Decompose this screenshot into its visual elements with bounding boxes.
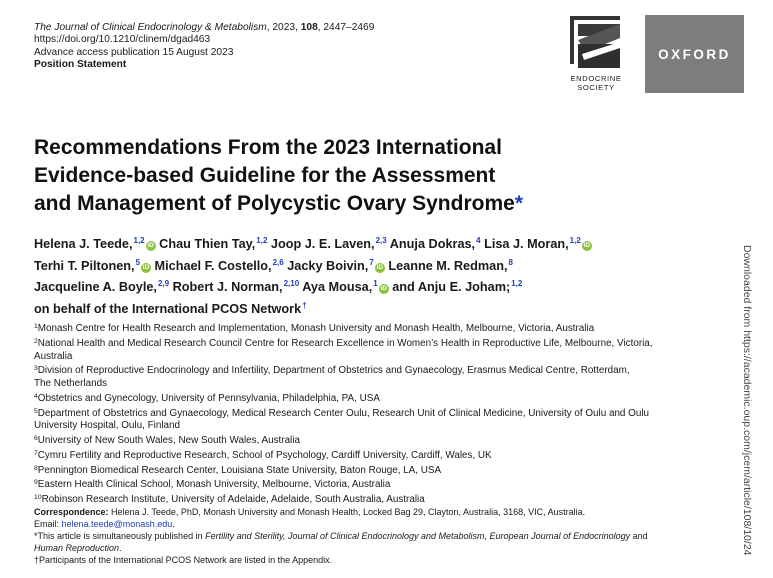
affiliation-number: 4: [34, 392, 38, 400]
author-affiliation-sup: †: [302, 300, 307, 310]
author: [271, 237, 387, 251]
author-affiliation-sup: 1: [373, 279, 378, 289]
author: [159, 237, 267, 251]
author-affiliation-sup: 2,3: [375, 236, 387, 245]
author: [388, 259, 513, 273]
article-title: [34, 134, 674, 218]
title-line-2: Evidence-based Guideline for the Assessment: [34, 164, 496, 187]
orcid-icon[interactable]: iD: [376, 263, 384, 271]
footnote-simultaneous-cont: [34, 543, 742, 555]
author-line: [34, 254, 734, 276]
affiliation-text: Obstetrics and Gynecology, University of Pennsylvania, Philadelphia, PA, USA: [37, 392, 380, 404]
email-link[interactable]: helena.teede@monash.edu: [61, 518, 173, 529]
affiliation-number: 8: [34, 464, 38, 472]
article-type: Position Statement: [34, 58, 127, 70]
journal-header: [34, 22, 374, 71]
footnote-1-and: and: [630, 530, 648, 541]
author-affiliation-sup: 1,2: [511, 279, 523, 289]
correspondence-block: [34, 507, 742, 567]
affiliation-number: 3: [34, 365, 38, 373]
endocrine-society-logo: [556, 14, 636, 94]
download-watermark: Downloaded from https://academic.oup.com/jcem/article/108/10/24: [741, 245, 753, 556]
author-affiliation-sup: 5: [135, 257, 141, 267]
affiliation-text: Cymru Fertility and Reproductive Research, School of Psychology, Cardiff University, Cardiff, Wales, UK: [37, 449, 492, 461]
author-affiliation-sup: 1,2: [256, 236, 268, 245]
volume: 108: [300, 22, 318, 33]
author-name[interactable]: Helena J. Teede,: [34, 237, 133, 251]
affiliation-text: Eastern Health Clinical School, Monash University, Melbourne, Victoria, Australia: [37, 479, 391, 491]
affiliation-line: [34, 477, 739, 492]
author-name[interactable]: Joop J. E. Laven,: [270, 237, 375, 251]
author-name[interactable]: on behalf of the International PCOS Network: [34, 301, 302, 316]
footnote-1-period: .: [119, 542, 122, 553]
affiliation-text: University Hospital, Oulu, Finland: [34, 420, 180, 432]
affiliation-line: [34, 448, 739, 463]
orcid-icon[interactable]: iD: [583, 242, 591, 249]
endocrine-logo-line1: ENDOCRINE: [570, 74, 622, 83]
affiliation-number: 2: [34, 337, 38, 345]
affiliation-number: 9: [34, 479, 38, 487]
author-name[interactable]: Terhi T. Piltonen,: [34, 258, 135, 273]
affiliation-number: 10: [34, 494, 42, 501]
affiliation-text: Pennington Biomedical Research Center, Louisiana State University, Baton Rouge, LA, USA: [37, 464, 442, 476]
author-affiliation-sup: 4: [476, 236, 481, 245]
affiliation-line: [34, 363, 739, 378]
author-affiliation-sup: 2,9: [157, 279, 170, 289]
author-name[interactable]: Lisa J. Moran,: [484, 237, 569, 251]
author: [34, 237, 156, 251]
affiliations: [34, 321, 739, 507]
title-footnote-star[interactable]: *: [514, 192, 524, 215]
author-line: [34, 275, 734, 297]
title-line-3: and Management of Polycystic Ovary Syndrome: [34, 192, 515, 215]
author: [484, 237, 592, 251]
title-line-1: Recommendations From the 2023 International: [34, 136, 502, 159]
footnote-simultaneous: [34, 531, 742, 543]
author-affiliation-sup: 8: [508, 257, 513, 267]
author-name[interactable]: Jacky Boivin,: [287, 258, 369, 273]
author-name[interactable]: Chau Thien Tay,: [159, 237, 256, 251]
author-affiliation-sup: 2,6: [272, 257, 284, 267]
email-line: [34, 519, 742, 531]
endocrine-logo-line2: SOCIETY: [577, 83, 615, 92]
affiliation-text: Australia: [34, 350, 73, 362]
correspondence-text: Helena J. Teede, PhD, Monash University and Monash Health, Locked Bag 29, Clayton, Australia, 3168, VIC, Australia.: [108, 507, 586, 517]
footnote-1-intro: *This article is simultaneously published in: [34, 530, 206, 541]
author-name[interactable]: Robert J. Norman,: [172, 280, 283, 295]
orcid-icon[interactable]: iD: [147, 242, 154, 249]
author-name[interactable]: Michael F. Costello,: [154, 258, 272, 273]
affiliation-text: Robinson Research Institute, University of Adelaide, Adelaide, South Australia, Australia: [41, 494, 425, 505]
affiliation-line: [34, 351, 739, 364]
affiliation-text: Division of Reproductive Endocrinology and Infertility, Department of Obstetrics and Gynaecology, Erasmus Medical Centre, Rotterdam,: [37, 365, 630, 377]
author: [302, 280, 389, 294]
oxford-logo: OXFORD: [645, 15, 744, 93]
affiliation-text: University of New South Wales, New South Wales, Australia: [37, 435, 300, 446]
affiliation-line: [34, 433, 739, 448]
author: [155, 259, 284, 273]
author-affiliation-sup: 1,2: [569, 236, 581, 245]
author: [34, 302, 307, 316]
affiliation-line: [34, 378, 739, 391]
doi-link[interactable]: https://doi.org/10.1210/clinem/dgad463: [34, 34, 211, 46]
author-affiliation-sup: 1,2: [133, 236, 145, 245]
author: [392, 280, 522, 294]
affiliation-line: [34, 406, 739, 421]
affiliation-line: [34, 463, 739, 478]
endocrine-society-mark-icon: [566, 14, 624, 70]
author-line: [34, 297, 734, 319]
author-list: [34, 232, 734, 318]
advance-access: Advance access publication 15 August 2023: [34, 46, 234, 58]
affiliation-line: [34, 336, 739, 351]
author-name[interactable]: Aya Mousa,: [302, 280, 373, 295]
affiliation-line: [34, 492, 739, 507]
footnote-1-journals: Fertility and Sterility, Journal of Clinical Endocrinology and Metabolism, European Journal of Endocrinology: [205, 530, 631, 541]
author-name[interactable]: and Anju E. Joham;: [392, 280, 511, 295]
author-affiliation-sup: 7: [369, 257, 374, 267]
affiliation-text: Department of Obstetrics and Gynaecology, Medical Research Center Oulu, Research Unit of Clinical Medicine, University of Oulu and Oulu: [37, 407, 650, 419]
affiliation-text: The Netherlands: [34, 378, 108, 389]
journal-name: The Journal of Clinical Endocrinology & Metabolism: [34, 22, 267, 33]
orcid-icon[interactable]: iD: [142, 263, 150, 271]
correspondence-line: [34, 507, 742, 519]
citation-line: [34, 22, 374, 34]
email-period: .: [172, 518, 175, 529]
affiliation-line: [34, 391, 739, 406]
affiliation-line: [34, 321, 739, 336]
author: [390, 237, 481, 251]
author-line: [34, 232, 734, 254]
author: [34, 259, 151, 273]
footnote-1-journal-hr: Human Reproduction: [34, 542, 120, 553]
affiliation-number: 7: [34, 449, 38, 457]
footnote-network: †Participants of the International PCOS Network are listed in the Appendix.: [34, 554, 333, 565]
author-name[interactable]: Anuja Dokras,: [389, 237, 476, 251]
author-affiliation-sup: 2,10: [283, 279, 300, 289]
affiliation-number: 1: [34, 323, 38, 330]
correspondence-label: Correspondence:: [34, 507, 109, 517]
author: [34, 280, 169, 294]
orcid-icon[interactable]: iD: [380, 285, 387, 293]
affiliation-text: National Health and Medical Research Council Centre for Research Excellence in Women’s Health in Reproductive Life, Melbourne, Victoria,: [37, 337, 653, 349]
affiliation-text: Monash Centre for Health Research and Implementation, Monash University and Monash Health, Melbourne, Victoria, Australia: [37, 323, 595, 334]
email-label: Email:: [34, 518, 62, 529]
affiliation-line: [34, 420, 739, 433]
author-name[interactable]: Jacqueline A. Boyle,: [34, 280, 157, 295]
citation-year: , 2023,: [266, 22, 301, 33]
author: [287, 259, 385, 273]
affiliation-number: 5: [34, 407, 38, 415]
author-name[interactable]: Leanne M. Redman,: [388, 258, 508, 273]
pages: , 2447–2469: [317, 22, 375, 33]
affiliation-number: 6: [34, 435, 38, 442]
author: [173, 280, 300, 294]
